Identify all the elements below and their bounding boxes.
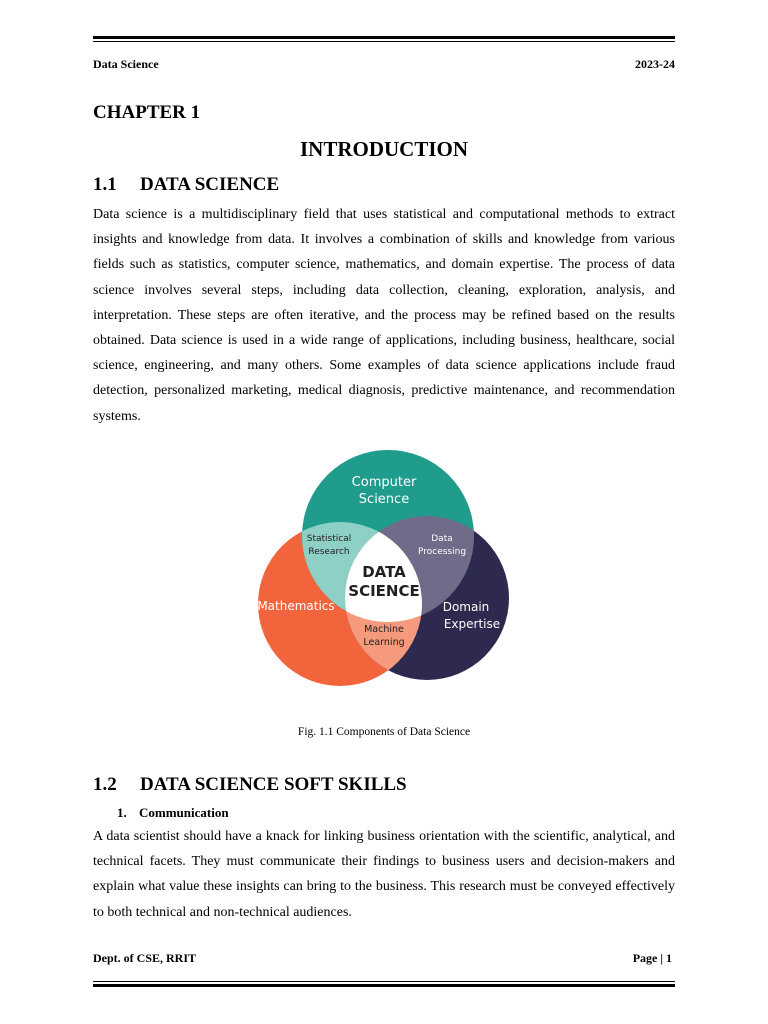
label-statistical-research-1: Statistical	[306, 534, 352, 544]
label-machine-learning-2: Learning	[363, 637, 405, 648]
header-rule-thick	[93, 36, 675, 39]
chapter-label: CHAPTER 1	[93, 102, 201, 123]
label-computer-science-2: Science	[358, 492, 410, 507]
label-center-science: SCIENCE	[348, 582, 420, 600]
label-machine-learning-1: Machine	[364, 624, 404, 635]
header-right: 2023-24	[635, 57, 675, 71]
label-domain-expertise-1: Domain	[442, 600, 490, 614]
label-computer-science-1: Computer	[351, 475, 417, 490]
chapter-title: INTRODUCTION	[299, 137, 469, 161]
footer-rule-thick	[93, 984, 675, 987]
section-1-number: 1.1	[93, 174, 117, 195]
section-1-heading	[93, 174, 279, 196]
label-data-processing-2: Processing	[417, 547, 467, 557]
section-2-heading	[93, 774, 407, 796]
subsection-communication	[117, 805, 229, 821]
label-statistical-research-2: Research	[308, 547, 350, 557]
section-1-title: DATA SCIENCE	[140, 174, 280, 195]
data-science-venn-diagram	[254, 446, 514, 690]
label-domain-expertise-2: Expertise	[443, 617, 501, 631]
subsection-number: 1.	[117, 805, 127, 820]
figure-caption: Fig. 1.1 Components of Data Science	[297, 726, 471, 738]
label-data-processing-1: Data	[431, 534, 453, 544]
subsection-title: Communication	[139, 805, 229, 820]
footer-right: Page | 1	[632, 951, 672, 965]
label-center-data: DATA	[362, 563, 406, 581]
section-2-title: DATA SCIENCE SOFT SKILLS	[140, 774, 407, 795]
header-rule-thin	[93, 41, 675, 42]
section-1-paragraph: Data science is a multidisciplinary field that uses statistical and computational methods to extract insights and knowledge from data. It involves a combination of skills and knowledge from various fields such as statistics, computer science, mathematics, and domain expertise. The process of data science involves several steps, including data collection, cleaning, exploration, analysis, and interpretation. These steps are often iterative, and the process may be refined based on the results obtained. Data science is used in a wide range of applications, including business, healthcare, social science, engineering, and many others. Some examples of data science applications include fraud detection, personalized marketing, medical diagnosis, predictive maintenance, and recommendation systems.	[93, 207, 675, 424]
label-mathematics: Mathematics	[257, 599, 335, 613]
footer-left: Dept. of CSE, RRIT	[93, 951, 197, 965]
section-2-paragraph: A data scientist should have a knack for linking business orientation with the scientific, analytical, and technical facets. They must communicate their findings to business users and decision-makers and explain what value these insights can bring to the business. This research must be conveyed effectively to both technical and non-technical audiences.	[93, 829, 675, 920]
section-2-number: 1.2	[93, 774, 117, 795]
header-left: Data Science	[93, 57, 159, 71]
footer-rule-thin	[93, 981, 675, 982]
